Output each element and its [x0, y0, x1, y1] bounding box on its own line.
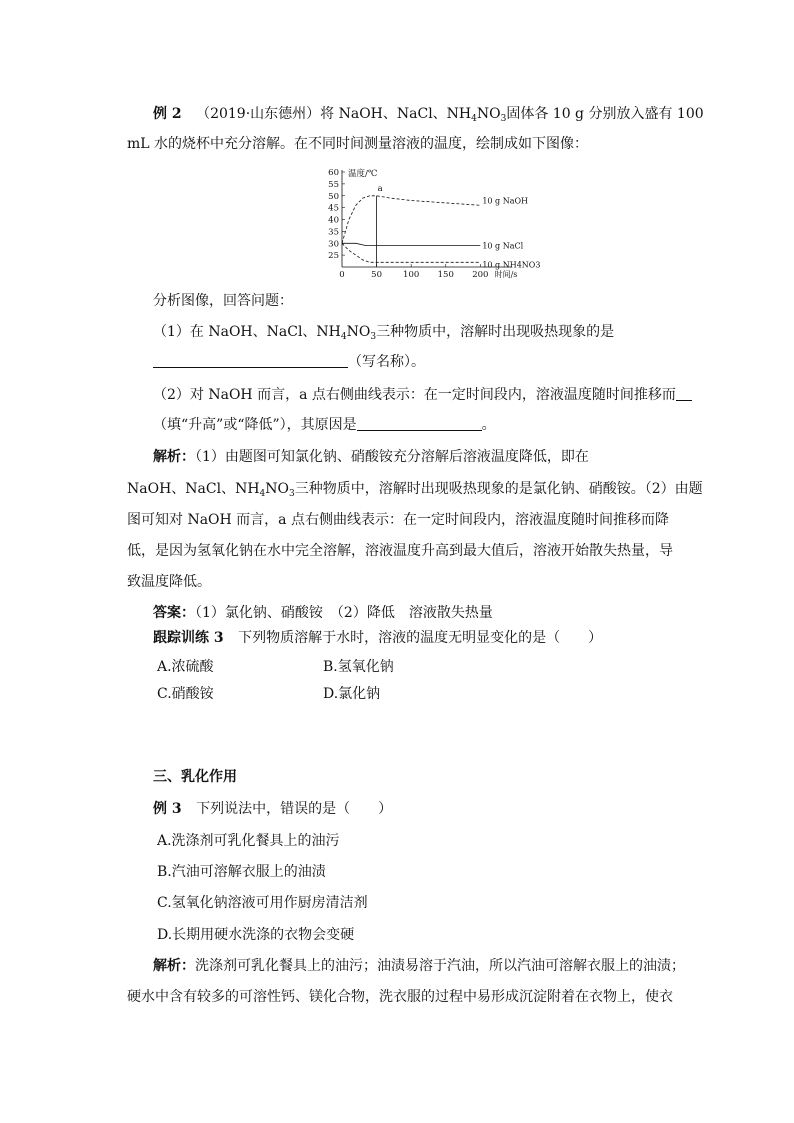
question-text: （填“升高”或“降低”），其原因是 [153, 417, 357, 433]
analyze-prompt: 分析图像，回答问题： [153, 293, 293, 309]
y-tick-label: 35 [328, 227, 339, 238]
example3-question [153, 799, 392, 819]
analysis-text: 洗涤剂可乳化餐具上的油污；油渍易溶于汽油，所以汽油可溶解衣服上的油渍； [195, 958, 685, 974]
point-a-label: a [377, 183, 383, 194]
x-tick-label: 200 [472, 270, 489, 280]
option-b[interactable]: B.氢氧化钠 [323, 659, 394, 675]
y-axis-label: 温度/℃ [348, 169, 378, 179]
y-tick-label: 45 [328, 203, 339, 214]
hint-text: （写名称）。 [348, 354, 425, 370]
analysis-text: 硬水中含有较多的可溶性钙、镁化合物，洗衣服的过程中易形成沉淀附着在衣物上，使衣 [127, 989, 673, 1005]
subscript: 3 [370, 332, 377, 342]
x-tick-label: 100 [403, 270, 420, 280]
series-nh4no3-line [342, 243, 480, 262]
analysis-text: 低，是因为氢氧化钠在水中完全溶解，溶液温度升高到最大值后，溶液开始散失热量，导 [127, 543, 673, 559]
y-tick-label: 55 [328, 179, 339, 190]
question-text: （2）对 NaOH 而言，a 点右侧曲线表示：在一定时间段内，溶液温度随时间推移而 [153, 387, 676, 403]
example-label: 例 3 [153, 801, 182, 817]
y-tick-label: 50 [328, 191, 339, 202]
question-text: 固体各 10 g 分别放入盛有 100 [506, 106, 704, 122]
answer-blank[interactable] [357, 416, 482, 431]
series-label: 10 g NaCl [482, 241, 524, 251]
x-tick-label: 50 [371, 270, 382, 280]
y-tick-label: 40 [328, 215, 339, 226]
analysis-text: （1）由题图可知氯化钠、硝酸铵充分溶解后溶液温度降低，即在 [195, 449, 589, 465]
analysis-text: NO [265, 481, 289, 497]
option-d[interactable]: D.氯化钠 [323, 686, 381, 702]
subscript: 4 [471, 114, 477, 124]
section-heading: 三、乳化作用 [153, 769, 237, 785]
y-tick-label: 25 [328, 251, 339, 262]
answer-label: 答案： [153, 605, 195, 621]
analysis-text: NaOH、NaCl、NH [127, 481, 260, 497]
analysis-line2 [127, 479, 703, 504]
temperature-chart [318, 164, 541, 280]
analysis-line1 [153, 447, 589, 467]
practice-label: 跟踪训练 3 [153, 630, 224, 646]
question-text: （1）在 NaOH、NaCl、NH [153, 324, 341, 340]
question-2-line2 [153, 415, 496, 435]
answer-line [153, 603, 493, 623]
question-1-answer-line [153, 352, 425, 372]
answer-text: （1）氯化钠、硝酸铵 （2）降低 溶液散失热量 [195, 605, 493, 621]
analysis-text: 致温度降低。 [127, 574, 211, 590]
option-a[interactable]: A.浓硫酸 [157, 659, 214, 675]
option-c[interactable]: C.氢氧化钠溶液可用作厨房清洁剂 [157, 895, 368, 911]
analysis-text: 三种物质中，溶解时出现吸热现象的是氯化钠、硝酸铵。（2）由题 [294, 481, 703, 497]
chart-curves [342, 196, 480, 262]
subscript: 3 [289, 489, 295, 499]
question-2 [153, 385, 692, 405]
option-a[interactable]: A.洗涤剂可乳化餐具上的油污 [157, 833, 340, 849]
y-tick-label: 60 [328, 168, 339, 178]
question-text: （2019·山东德州）将 NaOH、NaCl、NH [196, 106, 472, 122]
question-text: 三种物质中，溶解时出现吸热现象的是 [376, 324, 615, 340]
example-label: 例 2 [153, 106, 182, 122]
analysis-line1 [153, 956, 685, 976]
subscript: 3 [500, 114, 507, 124]
question-text: NO [476, 106, 501, 122]
series-label: 10 g NH4NO3 [482, 260, 541, 270]
chart-ticks [328, 168, 488, 280]
analysis-text: 图可知对 NaOH 而言，a 点右侧曲线表示：在一定时间段内，溶液温度随时间推移而降 [127, 512, 669, 528]
question-text: NO [346, 324, 371, 340]
question-text: 下列物质溶解于水时，溶液的温度无明显变化的是（ ） [238, 630, 603, 646]
x-axis-label: 时间/s [494, 270, 518, 279]
option-d[interactable]: D.长期用硬水洗涤的衣物会变硬 [157, 927, 355, 943]
option-b[interactable]: B.汽油可溶解衣服上的油渍 [157, 864, 326, 880]
question-text: mL 水的烧杯中充分溶解。在不同时间测量溶液的温度，绘制成如下图像： [127, 136, 589, 152]
answer-blank[interactable] [153, 353, 348, 368]
chart-axes [342, 170, 512, 267]
subscript: 4 [340, 332, 347, 342]
question-text: 。 [481, 417, 496, 433]
example2-line1 [153, 104, 704, 129]
y-tick-label: 30 [328, 239, 339, 250]
x-tick-label: 0 [339, 270, 345, 280]
option-c[interactable]: C.硝酸铵 [157, 686, 214, 702]
question-text: 下列说法中，错误的是（ ） [196, 801, 393, 817]
analysis-label: 解析： [153, 958, 195, 974]
series-naoh-line [342, 196, 480, 244]
x-tick-label: 150 [437, 270, 454, 280]
question-1 [153, 322, 614, 347]
series-nacl-line [342, 243, 480, 245]
practice-question [153, 628, 602, 648]
subscript: 4 [259, 489, 266, 499]
answer-blank[interactable] [676, 386, 692, 401]
analysis-label: 解析： [153, 449, 195, 465]
series-label: 10 g NaOH [482, 196, 529, 206]
